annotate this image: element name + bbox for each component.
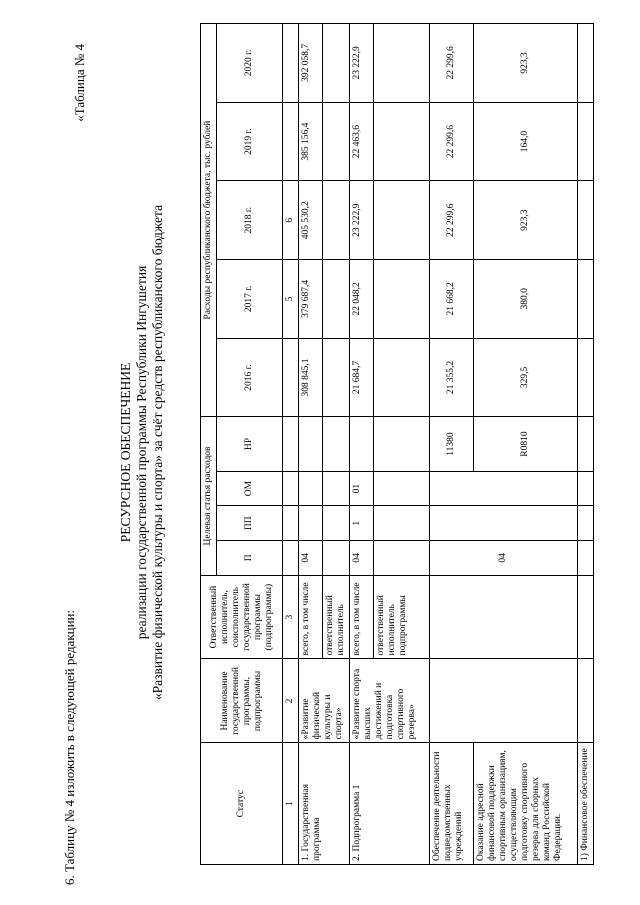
responsible-cell-cont — [430, 575, 578, 659]
name-cell: «Развитие спорта высших достижений и подготовка спортивного резерва» — [350, 659, 430, 743]
value-cell: 379 687,4 — [299, 260, 323, 339]
year-2020: 2020 г. — [217, 24, 283, 103]
header-expenses: Расходы республиканского бюджета, тыс. рублей — [201, 24, 217, 417]
header-np: НР — [217, 417, 283, 472]
year-2019: 2019 г. — [217, 102, 283, 181]
title-line-2: реализации государственной программы Республики Ингушетия — [134, 265, 149, 640]
value-cell: 22 463,6 — [350, 102, 374, 181]
header-pp: ПП — [217, 506, 283, 541]
name-cell-cont — [430, 659, 578, 743]
col-num: 5 — [283, 260, 299, 339]
year-2016: 2016 г. — [217, 338, 283, 417]
header-status: Статус — [201, 743, 283, 865]
value-cell: 380,0 — [474, 260, 578, 339]
col-num — [283, 541, 299, 576]
resource-table — [200, 23, 594, 865]
value-cell: 21 355,2 — [430, 338, 474, 417]
value-cell: 22 299,6 — [430, 24, 474, 103]
header-name: Наименование государственной программы, подпрограммы — [201, 659, 283, 743]
p-cell: 04 — [299, 541, 323, 576]
value-cell: 923,3 — [474, 24, 578, 103]
value-cell: 21 684,7 — [350, 338, 374, 417]
col-num — [283, 24, 299, 103]
col-num — [283, 102, 299, 181]
status-cell: 1. Государственная программа — [299, 743, 350, 865]
header-p: П — [217, 541, 283, 576]
col-num — [283, 417, 299, 472]
value-cell: 385 156,4 — [299, 102, 323, 181]
status-cell: 2. Подпрограмма 1 — [350, 743, 430, 865]
np-cell — [299, 417, 323, 472]
col-num — [283, 338, 299, 417]
value-cell: 21 668,2 — [430, 260, 474, 339]
header-target: Целевая статья расходов — [201, 417, 217, 575]
col-num: 1 — [283, 743, 299, 865]
responsible-cell: ответственный исполнитель подпрограммы — [374, 575, 430, 659]
value-cell: 22 299,6 — [430, 102, 474, 181]
year-2018: 2018 г. — [217, 181, 283, 260]
name-cell: «Развитие физической культуры и спорта» — [299, 659, 350, 743]
pp-cell: 1 — [350, 506, 374, 541]
responsible-cell: всего, в том числе — [299, 575, 323, 659]
col-num — [283, 506, 299, 541]
table-label: «Таблица № 4 — [72, 44, 87, 122]
responsible-cell: всего, в том числе — [350, 575, 374, 659]
intro-text: 6. Таблицу № 4 изложить в следующей редакции: — [62, 609, 77, 885]
status-cell: Обеспечение деятельности подведомственных учреждений — [430, 743, 474, 865]
value-cell: 164,0 — [474, 102, 578, 181]
year-2017: 2017 г. — [217, 260, 283, 339]
value-cell: 923,3 — [474, 181, 578, 260]
om-cell: 01 — [350, 471, 374, 506]
value-cell: 405 530,2 — [299, 181, 323, 260]
value-cell: 22 048,2 — [350, 260, 374, 339]
header-om: ОМ — [217, 471, 283, 506]
header-responsible: Ответственный исполнитель, соисполнитель государственной программы (подпрограммы) — [201, 575, 283, 659]
responsible-cell: ответственный исполнитель — [323, 575, 350, 659]
value-cell: 22 299,6 — [430, 181, 474, 260]
col-num — [283, 471, 299, 506]
np-cell: R0810 — [474, 417, 578, 472]
title-line-1: РЕСУРСНОЕ ОБЕСПЕЧЕНИЕ — [118, 362, 133, 543]
om-cell — [299, 471, 323, 506]
p-cell: 04 — [350, 541, 374, 576]
status-cell: Оказание адресной финансовой поддержки спортивным организациям, осуществляющим подготовку спортивного резерва для сборных команд Российской Федерации. — [474, 743, 578, 865]
value-cell: 23 222,9 — [350, 181, 374, 260]
value-cell: 23 222,9 — [350, 24, 374, 103]
np-cell — [350, 417, 374, 472]
value-cell: 392 058,7 — [299, 24, 323, 103]
col-num: 6 — [283, 181, 299, 260]
value-cell: 329,5 — [474, 338, 578, 417]
np-cell: 11380 — [430, 417, 474, 472]
col-num: 2 — [283, 659, 299, 743]
value-cell: 308 845,1 — [299, 338, 323, 417]
p-cell: 04 — [430, 541, 578, 576]
title-line-3: «Развитие физической культуры и спорта» за счёт средств республиканского бюджета — [150, 204, 165, 701]
pp-cell — [299, 506, 323, 541]
status-cell: 1) Финансовое обеспечение — [578, 743, 594, 865]
col-num: 3 — [283, 575, 299, 659]
